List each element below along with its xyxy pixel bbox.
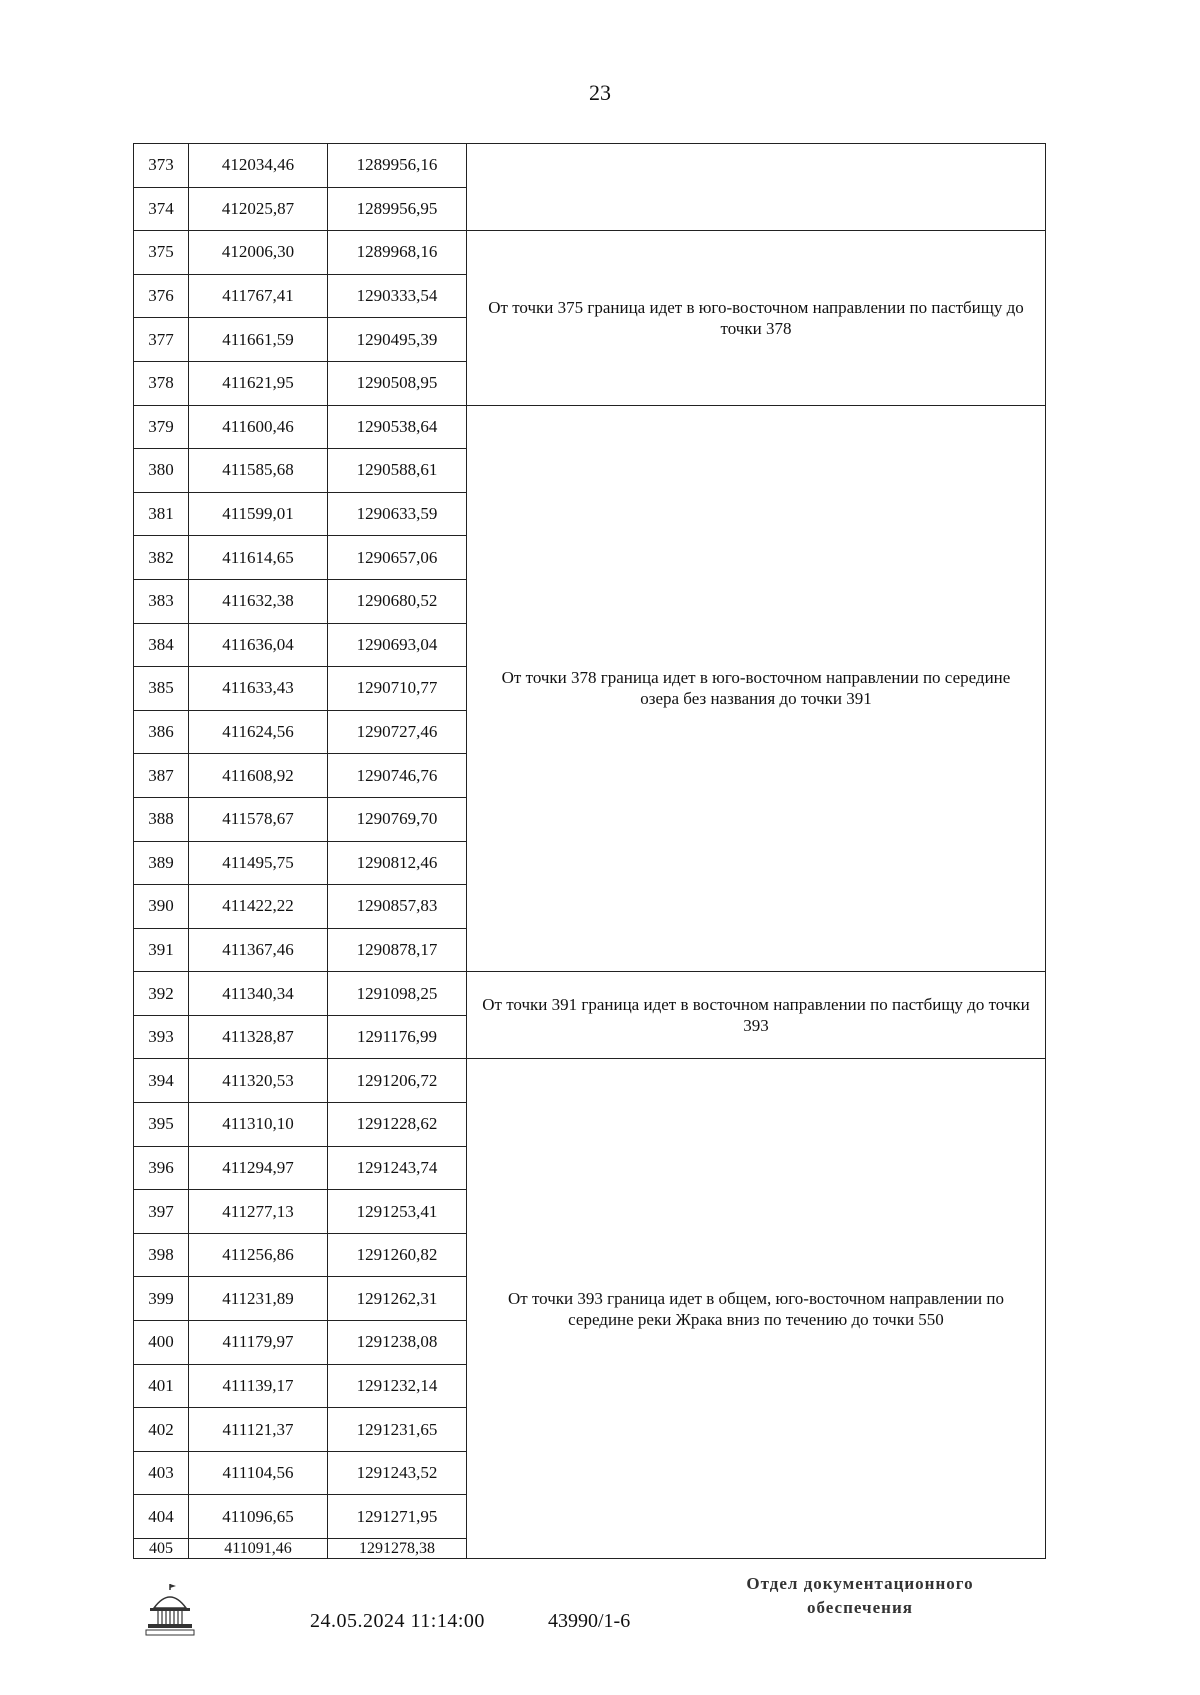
- point-number-cell: 402: [134, 1408, 189, 1452]
- x-coordinate-cell: 411294,97: [189, 1146, 328, 1190]
- point-number-cell: 390: [134, 885, 189, 929]
- point-number-cell: 396: [134, 1146, 189, 1190]
- x-coordinate-cell: 411599,01: [189, 492, 328, 536]
- y-coordinate-cell: 1289956,95: [328, 187, 467, 231]
- x-coordinate-cell: 411624,56: [189, 710, 328, 754]
- point-number-cell: 405: [134, 1539, 189, 1559]
- y-coordinate-cell: 1290878,17: [328, 928, 467, 972]
- point-number-cell: 385: [134, 667, 189, 711]
- point-number-cell: 391: [134, 928, 189, 972]
- point-number-cell: 383: [134, 579, 189, 623]
- footer-date: 24.05.2024 11:14:00: [310, 1610, 485, 1632]
- boundary-description-cell: От точки 391 граница идет в восточном направлении по пастбищу до точки 393: [467, 972, 1046, 1059]
- y-coordinate-cell: 1291262,31: [328, 1277, 467, 1321]
- y-coordinate-cell: 1291238,08: [328, 1321, 467, 1365]
- x-coordinate-cell: 411096,65: [189, 1495, 328, 1539]
- y-coordinate-cell: 1290657,06: [328, 536, 467, 580]
- x-coordinate-cell: 411636,04: [189, 623, 328, 667]
- y-coordinate-cell: 1290857,83: [328, 885, 467, 929]
- point-number-cell: 389: [134, 841, 189, 885]
- coordinates-table-wrap: [133, 143, 1046, 1559]
- y-coordinate-cell: 1290508,95: [328, 361, 467, 405]
- x-coordinate-cell: 411422,22: [189, 885, 328, 929]
- point-number-cell: 387: [134, 754, 189, 798]
- point-number-cell: 403: [134, 1451, 189, 1495]
- y-coordinate-cell: 1289968,16: [328, 231, 467, 275]
- x-coordinate-cell: 411277,13: [189, 1190, 328, 1234]
- x-coordinate-cell: 411328,87: [189, 1015, 328, 1059]
- y-coordinate-cell: 1290333,54: [328, 274, 467, 318]
- y-coordinate-cell: 1291231,65: [328, 1408, 467, 1452]
- y-coordinate-cell: 1290680,52: [328, 579, 467, 623]
- x-coordinate-cell: 411121,37: [189, 1408, 328, 1452]
- point-number-cell: 388: [134, 797, 189, 841]
- boundary-description-cell: От точки 378 граница идет в юго-восточном направлении по середине озера без названия до точки 391: [467, 405, 1046, 972]
- y-coordinate-cell: 1291243,74: [328, 1146, 467, 1190]
- x-coordinate-cell: 411600,46: [189, 405, 328, 449]
- footer-department-line1: Отдел документационного: [746, 1574, 974, 1593]
- point-number-cell: 394: [134, 1059, 189, 1103]
- point-number-cell: 380: [134, 449, 189, 493]
- table-row: [134, 405, 1046, 449]
- x-coordinate-cell: 411104,56: [189, 1451, 328, 1495]
- y-coordinate-cell: 1290769,70: [328, 797, 467, 841]
- y-coordinate-cell: 1291260,82: [328, 1233, 467, 1277]
- x-coordinate-cell: 411608,92: [189, 754, 328, 798]
- y-coordinate-cell: 1290710,77: [328, 667, 467, 711]
- x-coordinate-cell: 411256,86: [189, 1233, 328, 1277]
- x-coordinate-cell: 411179,97: [189, 1321, 328, 1365]
- point-number-cell: 378: [134, 361, 189, 405]
- y-coordinate-cell: 1291271,95: [328, 1495, 467, 1539]
- x-coordinate-cell: 411632,38: [189, 579, 328, 623]
- x-coordinate-cell: 411320,53: [189, 1059, 328, 1103]
- point-number-cell: 381: [134, 492, 189, 536]
- point-number-cell: 404: [134, 1495, 189, 1539]
- y-coordinate-cell: 1291206,72: [328, 1059, 467, 1103]
- boundary-description-cell: От точки 375 граница идет в юго-восточном направлении по пастбищу до точки 378: [467, 231, 1046, 405]
- table-row: [134, 972, 1046, 1016]
- point-number-cell: 374: [134, 187, 189, 231]
- x-coordinate-cell: 411578,67: [189, 797, 328, 841]
- y-coordinate-cell: 1291232,14: [328, 1364, 467, 1408]
- table-row: [134, 144, 1046, 188]
- y-coordinate-cell: 1291228,62: [328, 1103, 467, 1147]
- x-coordinate-cell: 411661,59: [189, 318, 328, 362]
- x-coordinate-cell: 411495,75: [189, 841, 328, 885]
- x-coordinate-cell: 411091,46: [189, 1539, 328, 1559]
- x-coordinate-cell: 411310,10: [189, 1103, 328, 1147]
- x-coordinate-cell: 411621,95: [189, 361, 328, 405]
- y-coordinate-cell: 1290746,76: [328, 754, 467, 798]
- x-coordinate-cell: 411767,41: [189, 274, 328, 318]
- point-number-cell: 386: [134, 710, 189, 754]
- y-coordinate-cell: 1290588,61: [328, 449, 467, 493]
- table-row: [134, 231, 1046, 275]
- point-number-cell: 393: [134, 1015, 189, 1059]
- x-coordinate-cell: 412006,30: [189, 231, 328, 275]
- y-coordinate-cell: 1290727,46: [328, 710, 467, 754]
- y-coordinate-cell: 1290693,04: [328, 623, 467, 667]
- coordinates-table: [133, 143, 1046, 1559]
- point-number-cell: 399: [134, 1277, 189, 1321]
- page-number: 23: [589, 80, 611, 105]
- point-number-cell: 398: [134, 1233, 189, 1277]
- x-coordinate-cell: 411633,43: [189, 667, 328, 711]
- point-number-cell: 377: [134, 318, 189, 362]
- y-coordinate-cell: 1290495,39: [328, 318, 467, 362]
- y-coordinate-cell: 1291253,41: [328, 1190, 467, 1234]
- point-number-cell: 375: [134, 231, 189, 275]
- boundary-description-cell: [467, 144, 1046, 231]
- x-coordinate-cell: 411367,46: [189, 928, 328, 972]
- x-coordinate-cell: 411340,34: [189, 972, 328, 1016]
- point-number-cell: 401: [134, 1364, 189, 1408]
- y-coordinate-cell: 1291278,38: [328, 1539, 467, 1559]
- footer-department: [720, 1572, 1000, 1620]
- point-number-cell: 384: [134, 623, 189, 667]
- point-number-cell: 397: [134, 1190, 189, 1234]
- y-coordinate-cell: 1290633,59: [328, 492, 467, 536]
- y-coordinate-cell: 1291176,99: [328, 1015, 467, 1059]
- y-coordinate-cell: 1291243,52: [328, 1451, 467, 1495]
- y-coordinate-cell: 1290538,64: [328, 405, 467, 449]
- footer-department-line2: обеспечения: [807, 1598, 913, 1617]
- table-row: [134, 1059, 1046, 1103]
- point-number-cell: 379: [134, 405, 189, 449]
- point-number-cell: 373: [134, 144, 189, 188]
- y-coordinate-cell: 1290812,46: [328, 841, 467, 885]
- y-coordinate-cell: 1291098,25: [328, 972, 467, 1016]
- point-number-cell: 392: [134, 972, 189, 1016]
- coordinates-table-body: [134, 144, 1046, 1559]
- x-coordinate-cell: 411585,68: [189, 449, 328, 493]
- point-number-cell: 395: [134, 1103, 189, 1147]
- point-number-cell: 400: [134, 1321, 189, 1365]
- x-coordinate-cell: 412025,87: [189, 187, 328, 231]
- x-coordinate-cell: 411614,65: [189, 536, 328, 580]
- point-number-cell: 382: [134, 536, 189, 580]
- x-coordinate-cell: 411139,17: [189, 1364, 328, 1408]
- footer-doc-number: 43990/1-6: [548, 1610, 631, 1632]
- point-number-cell: 376: [134, 274, 189, 318]
- x-coordinate-cell: 411231,89: [189, 1277, 328, 1321]
- x-coordinate-cell: 412034,46: [189, 144, 328, 188]
- boundary-description-cell: От точки 393 граница идет в общем, юго-восточном направлении по середине реки Жрака вниз по течению до точки 550: [467, 1059, 1046, 1559]
- y-coordinate-cell: 1289956,16: [328, 144, 467, 188]
- duma-building-stamp-icon: [140, 1580, 200, 1640]
